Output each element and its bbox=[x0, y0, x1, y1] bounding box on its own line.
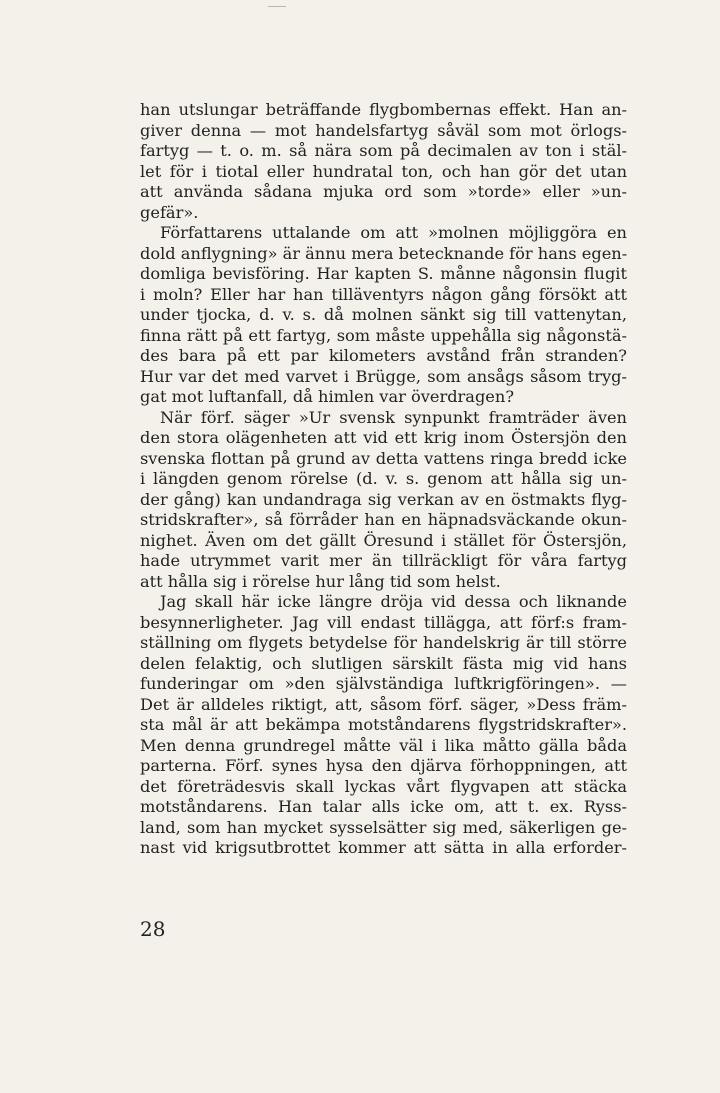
page-mark bbox=[268, 6, 286, 7]
text-line: att använda sådana mjuka ord som »torde» eller »un- bbox=[140, 182, 627, 201]
text-line: dold anflygning» är ännu mera betecknande för hans egen- bbox=[140, 243, 628, 263]
text-line: svenska flottan på grund av detta vattens ringa bredd icke bbox=[140, 448, 627, 468]
text-line: Författarens uttalande om att »molnen möjliggöra en bbox=[160, 223, 627, 242]
body-text bbox=[140, 100, 627, 859]
text-line: nighet. Även om det gällt Öresund i stället för Östersjön, bbox=[140, 530, 627, 550]
text-line: stridskrafter», så förråder han en häpnadsväckande okun- bbox=[140, 510, 627, 529]
page-number: 28 bbox=[140, 917, 166, 941]
text-line: delen felaktig, och slutligen särskilt fästa mig vid hans bbox=[140, 653, 627, 673]
text-line: besynnerligheter. Jag vill endast tillägga, att förf:s fram- bbox=[140, 612, 627, 632]
text-line: motståndarens. Han talar alls icke om, att t. ex. Ryss- bbox=[140, 797, 627, 816]
text-line: funderingar om »den självständiga luftkrigföringen». — bbox=[140, 674, 627, 693]
text-line: Men denna grundregel måtte väl i lika måtto gälla båda bbox=[140, 735, 627, 755]
text-line: giver denna — mot handelsfartyg såväl som mot örlogs- bbox=[140, 120, 627, 140]
text-line: Jag skall här icke längre dröja vid dessa och liknande bbox=[160, 592, 627, 611]
text-line: gefär». bbox=[140, 202, 199, 222]
text-line: Hur var det med varvet i Brügge, som ansågs såsom tryg- bbox=[140, 366, 627, 386]
text-line: let för i tiotal eller hundratal ton, och han gör det utan bbox=[140, 161, 627, 181]
text-line: hade utrymmet varit mer än tillräckligt för våra fartyg bbox=[140, 551, 627, 570]
text-line: parterna. Förf. synes hysa den djärva förhoppningen, att bbox=[140, 756, 627, 775]
text-line: ställning om flygets betydelse för handelskrig är till större bbox=[140, 633, 627, 652]
text-line: nast vid krigsutbrottet kommer att sätta in alla erforder- bbox=[140, 838, 627, 857]
text-line: fartyg — t. o. m. så nära som på decimalen av ton i stäl- bbox=[140, 141, 627, 160]
text-line: att hålla sig i rörelse hur lång tid som helst. bbox=[140, 571, 501, 591]
text-line: gat mot luftanfall, då himlen var överdragen? bbox=[140, 387, 514, 406]
text-line: i moln? Eller har han tilläventyrs någon gång försökt att bbox=[140, 284, 627, 304]
text-line: sta mål är att bekämpa motståndarens flygstridskrafter». bbox=[140, 715, 627, 734]
text-line: des bara på ett par kilometers avstånd från stranden? bbox=[140, 346, 627, 365]
text-line: han utslungar beträffande flygbombernas effekt. Han an- bbox=[140, 100, 627, 119]
text-line: finna rätt på ett fartyg, som måste uppehålla sig någonstä- bbox=[140, 325, 627, 345]
text-line: der gång) kan undandraga sig verkan av en östmakts flyg- bbox=[140, 489, 627, 509]
text-line: land, som han mycket sysselsätter sig med, säkerligen ge- bbox=[140, 817, 627, 837]
text-line: domliga bevisföring. Har kapten S. månne någonsin flugit bbox=[140, 264, 627, 283]
text-line: Det är alldeles riktigt, att, såsom förf. säger, »Dess främ- bbox=[140, 694, 627, 714]
text-line: i längden genom rörelse (d. v. s. genom att hålla sig un- bbox=[140, 469, 627, 488]
text-line: det företrädesvis skall lyckas vårt flygvapen att stäcka bbox=[140, 776, 627, 796]
text-line: När förf. säger »Ur svensk synpunkt framträder även bbox=[160, 407, 627, 427]
text-line: under tjocka, d. v. s. då molnen sänkt sig till vattenytan, bbox=[140, 305, 627, 324]
text-line: den stora olägenheten att vid ett krig inom Östersjön den bbox=[140, 428, 627, 447]
